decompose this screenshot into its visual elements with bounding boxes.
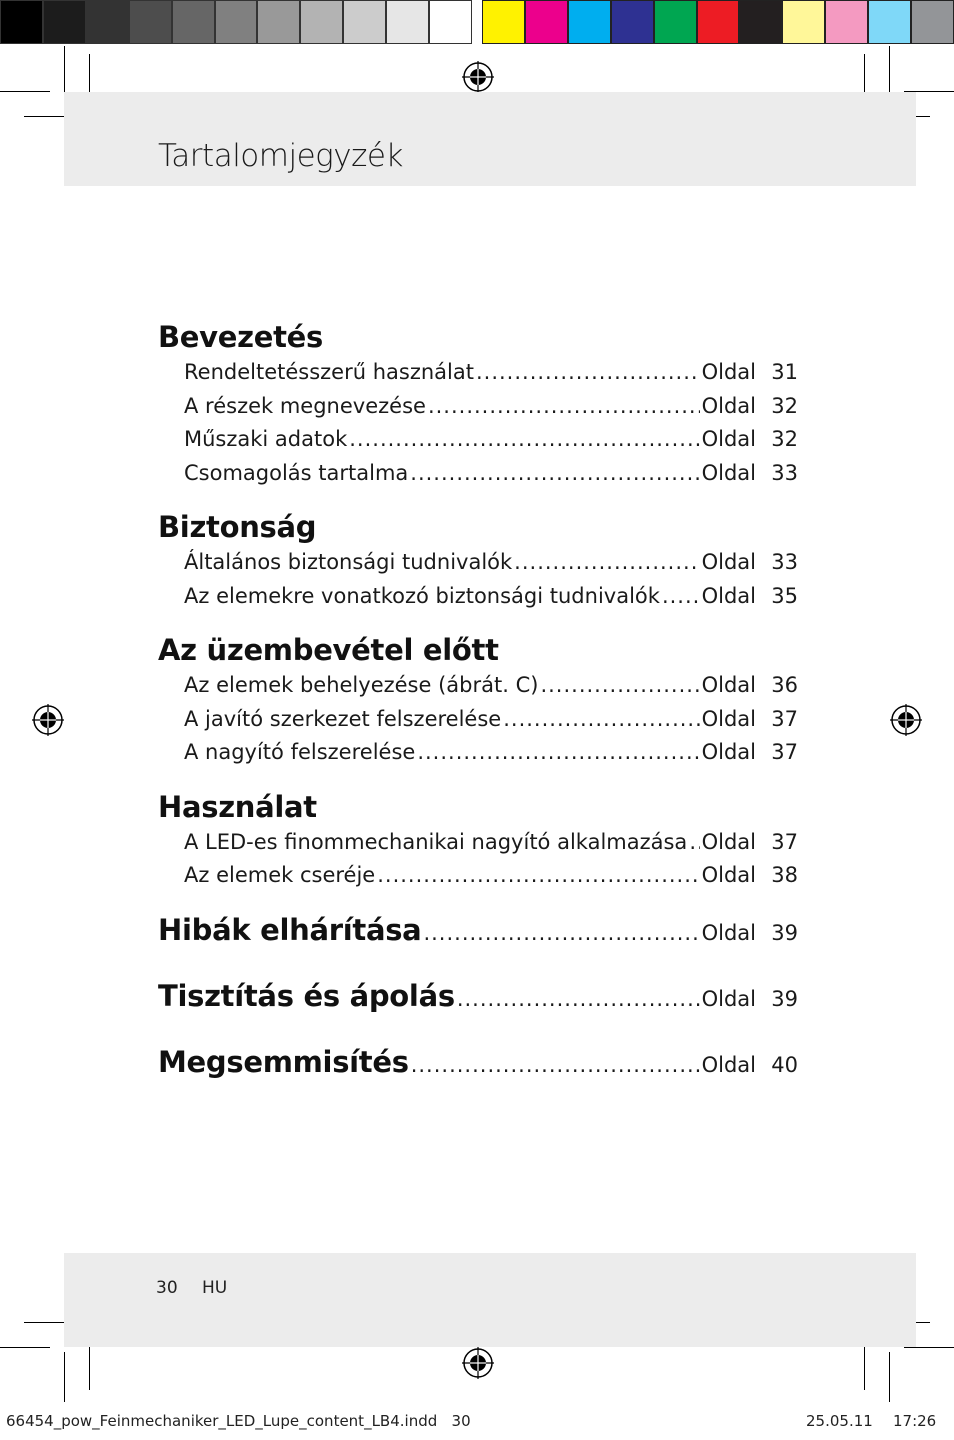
entry-page-number: 39 (771, 986, 798, 1011)
color-swatch (782, 0, 825, 44)
entry-label: Az elemek cseréje (184, 863, 376, 887)
color-swatch (429, 0, 472, 44)
color-swatch (868, 0, 911, 44)
entry-oldal: Oldal (701, 673, 756, 697)
section-title: Megsemmisítés (158, 1044, 409, 1079)
toc-section-single[interactable] (158, 977, 798, 1043)
section-title: Az üzembevétel előtt (158, 633, 499, 667)
crop-mark (64, 46, 65, 96)
dot-leader (417, 736, 699, 770)
dot-leader (377, 859, 699, 893)
dot-leader (514, 546, 699, 580)
crop-mark (89, 1340, 90, 1390)
toc-entry[interactable] (158, 423, 798, 457)
crop-mark (864, 1340, 865, 1390)
dot-leader (689, 826, 699, 860)
footer-band (64, 1253, 916, 1347)
entry-label: A részek megnevezése (184, 393, 426, 418)
color-swatch (43, 0, 86, 44)
color-swatch (257, 0, 300, 44)
entry-oldal: Oldal (701, 829, 756, 854)
grayscale-swatch-strip (0, 0, 472, 46)
section-title: Tisztítás és ápolás (158, 978, 455, 1013)
entry-page-number: 32 (771, 427, 798, 451)
entry-label: Az elemek behelyezése (ábrát. C) (184, 673, 539, 697)
toc-entry[interactable] (158, 669, 798, 703)
entry-oldal: Oldal (701, 1052, 756, 1077)
entry-label: A LED-es finommechanikai nagyító alkalmazása (184, 829, 688, 854)
entry-oldal: Oldal (701, 550, 756, 574)
entry-page-number: 33 (771, 460, 798, 485)
entry-page-number: 36 (771, 673, 798, 697)
page-title: Tartalomjegyzék (158, 138, 403, 174)
entry-oldal: Oldal (701, 920, 756, 945)
color-swatch (739, 0, 782, 44)
entry-label: Általános biztonsági tudnivalók (184, 550, 513, 574)
entry-label: Rendeltetésszerű használat (184, 360, 474, 384)
color-swatch (0, 0, 43, 44)
crop-mark (64, 1352, 65, 1402)
dot-leader (411, 1053, 700, 1077)
toc-entry[interactable] (158, 390, 798, 424)
color-swatch (86, 0, 129, 44)
toc-entry[interactable] (158, 826, 798, 860)
toc-section-single[interactable] (158, 911, 798, 977)
entry-oldal: Oldal (701, 986, 756, 1011)
color-swatch (525, 0, 568, 44)
crop-mark (889, 1352, 890, 1402)
slug-filename: 66454_pow_Feinmechaniker_LED_Lupe_content_LB4.indd 30 (6, 1412, 471, 1430)
entry-label: Az elemekre vonatkozó biztonsági tudnivalók (184, 583, 660, 608)
dot-leader (662, 580, 700, 614)
entry-oldal: Oldal (701, 360, 756, 384)
color-swatch (697, 0, 740, 44)
color-swatch (482, 0, 525, 44)
slug-date: 25.05.11 (806, 1412, 873, 1430)
entry-page-number: 35 (771, 583, 798, 608)
section-title: Biztonság (158, 510, 317, 544)
dot-leader (423, 921, 699, 945)
registration-mark-icon (462, 61, 494, 93)
entry-page-number: 40 (771, 1052, 798, 1077)
entry-label: A javító szerkezet felszerelése (184, 706, 502, 731)
color-swatch (129, 0, 172, 44)
color-swatch (568, 0, 611, 44)
entry-page-number: 38 (771, 863, 798, 887)
entry-oldal: Oldal (701, 460, 756, 485)
color-swatch (172, 0, 215, 44)
dot-leader (410, 457, 699, 491)
crop-mark (889, 46, 890, 96)
entry-oldal: Oldal (701, 706, 756, 731)
color-swatch (300, 0, 343, 44)
crop-mark (0, 91, 50, 92)
dot-leader (540, 669, 699, 703)
dot-leader (503, 703, 699, 737)
table-of-contents (158, 318, 798, 1109)
toc-entry[interactable] (158, 546, 798, 580)
entry-page-number: 37 (771, 740, 798, 764)
entry-label: A nagyító felszerelése (184, 740, 416, 764)
entry-oldal: Oldal (701, 863, 756, 887)
dot-leader (457, 987, 700, 1011)
toc-entry[interactable] (158, 457, 798, 491)
toc-entry[interactable] (158, 736, 798, 770)
toc-section-single[interactable] (158, 1043, 798, 1109)
toc-section[interactable] (158, 631, 798, 770)
color-swatch (215, 0, 258, 44)
entry-oldal: Oldal (701, 427, 756, 451)
entry-label: Csomagolás tartalma (184, 460, 409, 485)
color-swatch (825, 0, 868, 44)
crop-mark (0, 1347, 50, 1348)
color-swatch (654, 0, 697, 44)
section-title: Használat (158, 789, 317, 824)
color-swatch (911, 0, 954, 44)
entry-page-number: 33 (771, 550, 798, 574)
dot-leader (476, 356, 700, 390)
registration-mark-icon (32, 704, 64, 736)
toc-entry[interactable] (158, 356, 798, 390)
entry-page-number: 37 (771, 829, 798, 854)
page-language: HU (202, 1278, 228, 1298)
color-swatch (611, 0, 654, 44)
entry-page-number: 37 (771, 706, 798, 731)
section-title: Bevezetés (158, 320, 323, 354)
color-swatch-strip (482, 0, 954, 46)
toc-entry[interactable] (158, 703, 798, 737)
toc-entry[interactable] (158, 859, 798, 893)
entry-page-number: 31 (771, 360, 798, 384)
registration-mark-icon (462, 1347, 494, 1379)
entry-page-number: 39 (771, 920, 798, 945)
entry-page-number: 32 (771, 393, 798, 418)
color-swatch (386, 0, 429, 44)
dot-leader (349, 423, 699, 457)
dot-leader (428, 390, 700, 424)
slug-time: 17:26 (893, 1412, 937, 1430)
entry-oldal: Oldal (701, 393, 756, 418)
entry-label: Műszaki adatok (184, 427, 348, 451)
section-title: Hibák elhárítása (158, 912, 422, 947)
toc-section[interactable] (158, 508, 798, 613)
registration-mark-icon (890, 704, 922, 736)
entry-oldal: Oldal (701, 583, 756, 608)
toc-entry[interactable] (158, 580, 798, 614)
toc-section[interactable] (158, 788, 798, 893)
page-number: 30 (156, 1278, 178, 1298)
toc-section[interactable] (158, 318, 798, 490)
crop-mark (904, 1347, 954, 1348)
color-swatch (343, 0, 386, 44)
entry-oldal: Oldal (701, 740, 756, 764)
